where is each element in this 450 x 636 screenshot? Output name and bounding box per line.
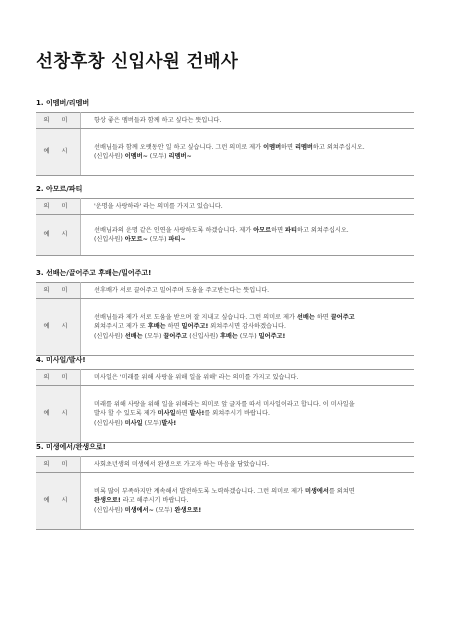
section-heading: 3. 선배는/끌어주고 후배는/밀어주고! xyxy=(36,269,152,277)
example-text: 선배님들과 함께 오랫동안 일 하고 싶습니다. 그런 의미로 제가 이멤버하면 리멤버하고 외쳐주십시오. (신입사원) 이멤버~ (모두) 리멤버~ xyxy=(81,129,415,176)
example-row xyxy=(36,386,414,443)
example-label: 예 시 xyxy=(36,473,81,530)
section-heading: 2. 아모르/파티 xyxy=(36,185,83,193)
page-title: 선창후창 신입사원 건배사 xyxy=(36,52,239,72)
example-label: 예 시 xyxy=(36,215,81,256)
meaning-row xyxy=(36,199,414,215)
meaning-row xyxy=(36,370,414,386)
meaning-label: 의 미 xyxy=(36,199,81,215)
example-row xyxy=(36,215,414,256)
section-table xyxy=(36,369,414,443)
example-row xyxy=(36,473,414,530)
example-label: 예 시 xyxy=(36,299,81,356)
meaning-text: 사회초년생의 미생에서 완생으로 가고자 하는 마음을 담았습니다. xyxy=(81,457,415,473)
meaning-text: 항상 좋은 멤버들과 함께 하고 싶다는 뜻입니다. xyxy=(81,113,415,129)
section-3 xyxy=(36,268,414,356)
meaning-text: '운명을 사랑하라' 라는 의미를 가지고 있습니다. xyxy=(81,199,415,215)
example-row xyxy=(36,299,414,356)
meaning-row xyxy=(36,113,414,129)
example-text: 비록 많이 부족하지만 계속해서 발전하도록 노력하겠습니다. 그런 의미로 제가 미생에서를 외쳐면 완생으로! 라고 해주시기 바랍니다. (신입사원) 미생에서~ (모두) 완생으로! xyxy=(81,473,415,530)
section-table xyxy=(36,198,414,256)
section-table xyxy=(36,456,414,530)
section-heading: 5. 미생에서/완생으로! xyxy=(36,443,106,451)
meaning-label: 의 미 xyxy=(36,283,81,299)
section-table xyxy=(36,112,414,176)
section-1 xyxy=(36,98,414,176)
section-5 xyxy=(36,442,414,530)
meaning-text: 미사일은 '미래를 위해 사랑을 위해 일을 위해' 라는 의미를 가지고 있습니다. xyxy=(81,370,415,386)
example-row xyxy=(36,129,414,176)
meaning-label: 의 미 xyxy=(36,370,81,386)
meaning-label: 의 미 xyxy=(36,113,81,129)
section-heading: 1. 이멤버/리멤버 xyxy=(36,99,90,107)
meaning-label: 의 미 xyxy=(36,457,81,473)
example-text: 선배님과의 운명 같은 인연을 사랑하도록 하겠습니다. 제가 아모르하면 파티하고 외쳐주십시오. (신입사원) 아모르~ (모두) 파티~ xyxy=(81,215,415,256)
meaning-row xyxy=(36,457,414,473)
section-heading: 4. 미사일/발사! xyxy=(36,356,86,364)
example-label: 예 시 xyxy=(36,386,81,443)
meaning-text: 선후배가 서로 끌어주고 밀어주며 도움을 주고받는다는 뜻입니다. xyxy=(81,283,415,299)
example-text: 선배님들과 제가 서로 도움을 받으며 잘 지내고 싶습니다. 그런 의미로 제가 선배는 하면 끌어주고 외쳐주시고 제가 또 후배는 하면 밀어주고! 외쳐주시면 감사하겠습니다. (신입사원) 선배는 (모두) 끌어주고 (신입사원) 후배는 (모두) 밀어주고! xyxy=(81,299,415,356)
meaning-row xyxy=(36,283,414,299)
section-2 xyxy=(36,184,414,256)
section-table xyxy=(36,282,414,356)
example-label: 예 시 xyxy=(36,129,81,176)
section-4 xyxy=(36,355,414,443)
example-text: 미래를 위해 사랑을 위해 일을 위해라는 의미로 앞 글자를 따서 미사일이라고 합니다. 이 미사일을 발사 할 수 있도록 제가 미사일하면 발사!를 외쳐주시기 바랍니다. (신입사원) 미사일 (모두)발사! xyxy=(81,386,415,443)
